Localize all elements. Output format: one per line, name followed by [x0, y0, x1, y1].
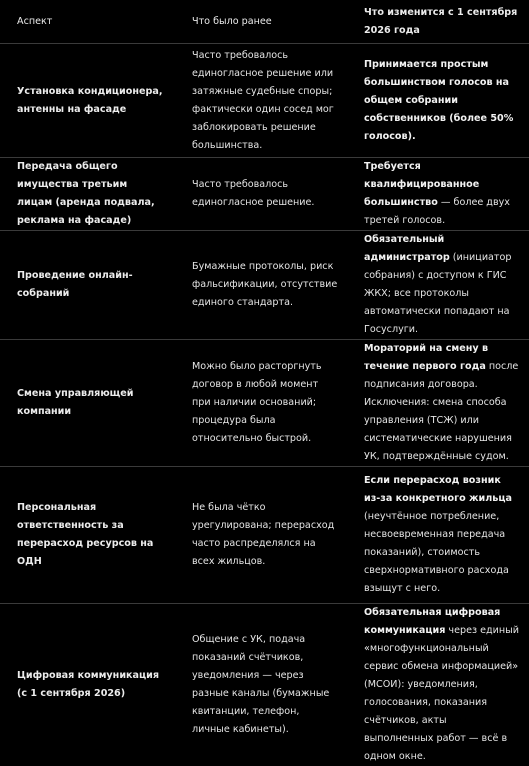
cell-before: Можно было расторгнуть договор в любой момент при наличии оснований; процедура была относительно быстрой.	[174, 340, 350, 467]
cell-aspect: Цифровая коммуникация (с 1 сентября 2026)	[0, 604, 174, 766]
cell-before: Часто требовалось единогласное решение или затяжные судебные споры; фактически один сосед мог заблокировать решение большинства.	[174, 44, 350, 158]
cell-after	[350, 158, 529, 231]
cell-after-bold: Обязательная цифровая коммуникация	[364, 607, 500, 636]
cell-after-bold: Обязательный администратор	[364, 234, 450, 263]
header-aspect: Аспект	[0, 0, 174, 44]
cell-after-text: через единый «многофункциональный сервис обмена информацией» (МСОИ): уведомления, голосования, показания счётчиков, акты выполненных работ — всё в одном окне.	[364, 625, 519, 762]
cell-aspect: Смена управляющей компании	[0, 340, 174, 467]
cell-before: Не была чётко урегулирована; перерасход часто распределялся на всех жильцов.	[174, 467, 350, 604]
cell-after-bold: Мораторий на смену в течение первого года	[364, 343, 488, 372]
cell-after	[350, 604, 529, 766]
table-row	[0, 231, 529, 340]
table-row	[0, 158, 529, 231]
cell-before: Часто требовалось единогласное решение.	[174, 158, 350, 231]
cell-after-bold: Принимается простым большинством голосов на общем собрании собственников (более 50% голосов).	[364, 59, 513, 142]
cell-after	[350, 231, 529, 340]
cell-after-text: — более двух третей голосов.	[364, 197, 510, 226]
cell-before: Общение с УК, подача показаний счётчиков, уведомления — через разные каналы (бумажные квитанции, телефон, личные кабинеты).	[174, 604, 350, 766]
cell-aspect: Проведение онлайн-собраний	[0, 231, 174, 340]
header-before: Что было ранее	[174, 0, 350, 44]
table-header-row	[0, 0, 529, 44]
cell-before: Бумажные протоколы, риск фальсификации, отсутствие единого стандарта.	[174, 231, 350, 340]
cell-after-text: (инициатор собрания) с доступом к ГИС ЖКХ; все протоколы автоматически попадают на Госуслуги.	[364, 252, 511, 335]
cell-aspect: Передача общего имущества третьим лицам (аренда подвала, реклама на фасаде)	[0, 158, 174, 231]
table-row	[0, 467, 529, 604]
cell-after	[350, 340, 529, 467]
cell-after	[350, 44, 529, 158]
cell-after-bold: Требуется квалифицированное большинство	[364, 161, 479, 208]
cell-after-bold: Если перерасход возник из-за конкретного жильца	[364, 475, 512, 504]
cell-after-text: после подписания договора. Исключения: смена способа управления (ТСЖ) или систематические нарушения УК, подтверждённые судом.	[364, 361, 518, 462]
cell-aspect: Персональная ответственность за перерасход ресурсов на ОДН	[0, 467, 174, 604]
table-row	[0, 604, 529, 766]
table-row	[0, 340, 529, 467]
cell-after-text: (неучтённое потребление, несвоевременная передача показаний), стоимость сверхнормативного расхода взыщут с него.	[364, 511, 509, 594]
cell-after	[350, 467, 529, 604]
cell-aspect: Установка кондиционера, антенны на фасаде	[0, 44, 174, 158]
header-after: Что изменится с 1 сентября 2026 года	[350, 0, 529, 44]
table-row	[0, 44, 529, 158]
